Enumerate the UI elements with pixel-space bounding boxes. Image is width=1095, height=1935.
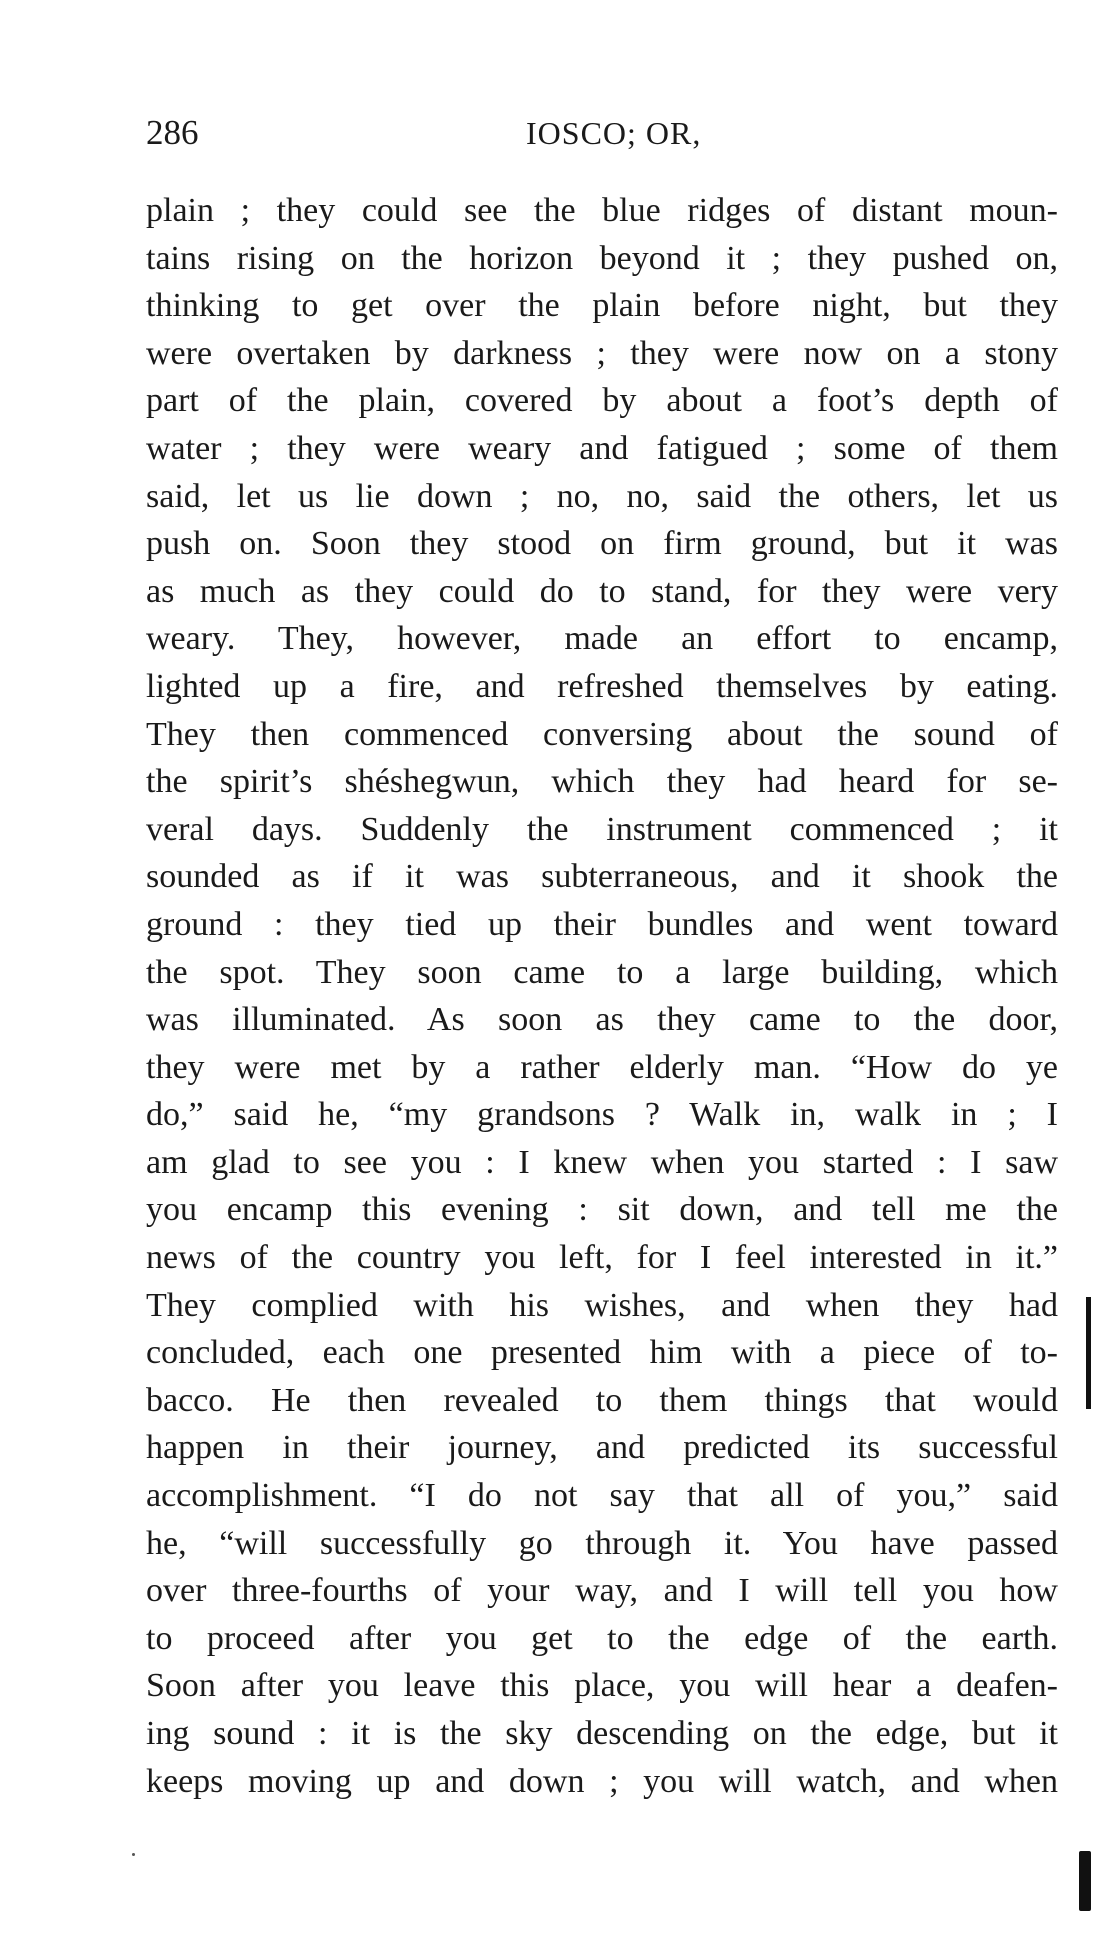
text-line: as much as they could do to stand, for they were very xyxy=(146,572,1058,610)
text-line: happen in their journey, and predicted its successful xyxy=(146,1429,1058,1467)
scan-edge-mark xyxy=(1086,1297,1091,1409)
text-line: sounded as if it was subterraneous, and it shook the xyxy=(146,858,1058,896)
text-line: do,” said he, “my grandsons ? Walk in, walk in ; I xyxy=(146,1096,1058,1134)
text-line: he, “will successfully go through it. You have passed xyxy=(146,1524,1058,1562)
body-text xyxy=(146,187,1058,1805)
scan-edge-mark xyxy=(1079,1851,1091,1911)
text-line: were overtaken by darkness ; they were now on a stony xyxy=(146,334,1058,372)
text-line: bacco. He then revealed to them things that would xyxy=(146,1381,1058,1419)
running-head: IOSCO; OR, xyxy=(526,115,702,151)
text-line: was illuminated. As soon as they came to the door, xyxy=(146,1001,1058,1039)
text-line: said, let us lie down ; no, no, said the others, let us xyxy=(146,477,1058,515)
text-line: to proceed after you get to the edge of the earth. xyxy=(146,1619,1058,1657)
text-line: part of the plain, covered by about a foot’s depth of xyxy=(146,382,1058,420)
text-line: accomplishment. “I do not say that all of you,” said xyxy=(146,1477,1058,1515)
text-line: am glad to see you : I knew when you started : I saw xyxy=(146,1143,1058,1181)
text-line: ground : they tied up their bundles and went toward xyxy=(146,905,1058,943)
page-header xyxy=(146,108,1058,158)
text-line: news of the country you left, for I feel interested in it.” xyxy=(146,1239,1058,1277)
page-number: 286 xyxy=(146,113,199,152)
text-line: They then commenced conversing about the sound of xyxy=(146,715,1058,753)
text-line: over three-fourths of your way, and I will tell you how xyxy=(146,1572,1058,1610)
text-line: the spot. They soon came to a large building, which xyxy=(146,953,1058,991)
text-line: concluded, each one presented him with a piece of to- xyxy=(146,1334,1058,1372)
text-line: water ; they were weary and fatigued ; some of them xyxy=(146,429,1058,467)
text-line: thinking to get over the plain before night, but they xyxy=(146,287,1058,325)
text-line: tains rising on the horizon beyond it ; they pushed on, xyxy=(146,239,1058,277)
text-line: you encamp this evening : sit down, and tell me the xyxy=(146,1191,1058,1229)
text-line: They complied with his wishes, and when they had xyxy=(146,1286,1058,1324)
scan-speck xyxy=(132,1853,135,1856)
text-line: ing sound : it is the sky descending on the edge, but it xyxy=(146,1715,1058,1752)
text-line: push on. Soon they stood on firm ground, but it was xyxy=(146,525,1058,563)
text-line: they were met by a rather elderly man. “How do ye xyxy=(146,1048,1058,1086)
text-line: weary. They, however, made an effort to encamp, xyxy=(146,620,1058,658)
text-line: plain ; they could see the blue ridges of distant moun- xyxy=(146,192,1058,229)
text-line: lighted up a fire, and refreshed themselves by eating. xyxy=(146,667,1058,705)
text-line: keeps moving up and down ; you will watch, and when xyxy=(146,1762,1058,1800)
text-line: veral days. Suddenly the instrument commenced ; it xyxy=(146,810,1058,848)
text-line: Soon after you leave this place, you will hear a deafen- xyxy=(146,1667,1058,1705)
text-line: the spirit’s shéshegwun, which they had heard for se- xyxy=(146,763,1058,801)
